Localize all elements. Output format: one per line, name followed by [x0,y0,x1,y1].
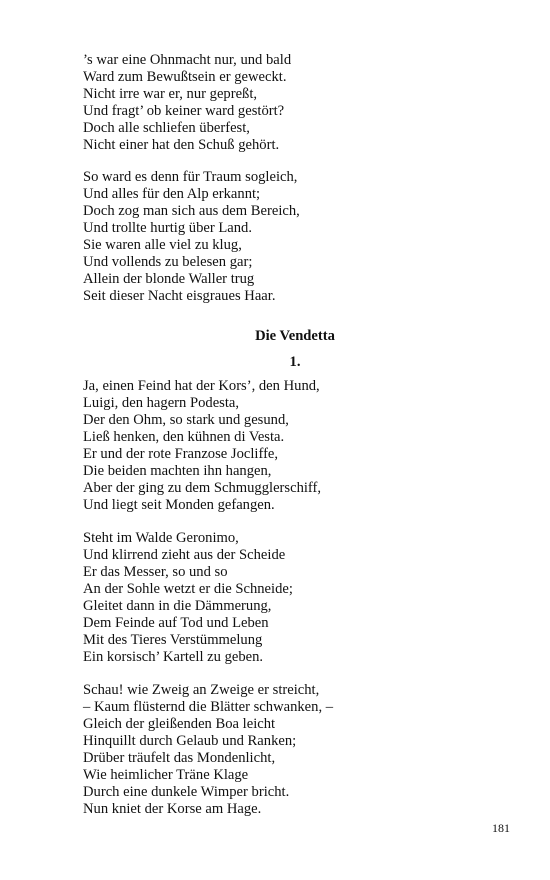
verse-line: Doch alle schliefen überfest, [83,120,250,136]
verse-line: Hinquillt durch Gelaub und Ranken; [83,733,297,749]
verse-line: Mit des Tieres Verstümmelung [83,632,263,648]
verse-line: ’s war eine Ohnmacht nur, und bald [83,52,292,68]
verse-line: Die beiden machten ihn hangen, [83,463,272,479]
page-number: 181 [492,821,510,835]
verse-line: Aber der ging zu dem Schmugglerschiff, [83,480,322,496]
verse-line: Der den Ohm, so stark und gesund, [83,412,289,428]
verse-line: Und alles für den Alp erkannt; [83,186,261,202]
verse-line: Und liegt seit Monden gefangen. [83,497,275,513]
verse-line: Und klirrend zieht aus der Scheide [83,547,286,563]
verse-line: Dem Feinde auf Tod und Leben [83,615,269,631]
verse-line: Schau! wie Zweig an Zweige er streicht, [83,682,320,698]
verse-line: Doch zog man sich aus dem Bereich, [83,203,300,219]
verse-line: Nicht einer hat den Schuß gehört. [83,137,280,153]
stanza-3 [83,682,333,818]
verse-line: Ließ henken, den kühnen di Vesta. [83,429,285,445]
stanza-continued-1 [83,52,291,154]
verse-line: Durch eine dunkele Wimper bricht. [83,784,290,800]
verse-line: Ja, einen Feind hat der Kors’, den Hund, [83,378,320,394]
verse-line: Nicht irre war er, nur gepreßt, [83,86,258,102]
verse-line: Gleitet dann in die Dämmerung, [83,598,272,614]
verse-line: Steht im Walde Geronimo, [83,530,239,546]
verse-line: Luigi, den hagern Podesta, [83,395,240,411]
verse-line: Ein korsisch’ Kartell zu geben. [83,649,264,665]
verse-line: Er und der rote Franzose Jocliffe, [83,446,279,462]
verse-line: Gleich der gleißenden Boa leicht [83,716,276,732]
verse-line: Seit dieser Nacht eisgraues Haar. [83,288,276,304]
verse-line: – Kaum flüsternd die Blätter schwanken, – [83,699,334,715]
section-number: 1. [289,354,301,370]
verse-line: Und trollte hurtig über Land. [83,220,253,236]
verse-line: Nun kniet der Korse am Hage. [83,801,262,817]
stanza-2 [83,530,293,666]
verse-line: So ward es denn für Traum sogleich, [83,169,298,185]
stanza-continued-2 [83,169,300,305]
verse-line: Und fragt’ ob keiner ward gestört? [83,103,285,119]
verse-line: Drüber träufelt das Mondenlicht, [83,750,276,766]
poem-title: Die Vendetta [255,328,335,344]
verse-line: Er das Messer, so und so [83,564,228,580]
verse-line: Sie waren alle viel zu klug, [83,237,242,253]
stanza-1 [83,378,321,514]
verse-line: Wie heimlicher Träne Klage [83,767,249,783]
verse-line: Und vollends zu belesen gar; [83,254,253,270]
verse-line: Allein der blonde Waller trug [83,271,255,287]
verse-line: An der Sohle wetzt er die Schneide; [83,581,293,597]
verse-line: Ward zum Bewußtsein er geweckt. [83,69,287,85]
